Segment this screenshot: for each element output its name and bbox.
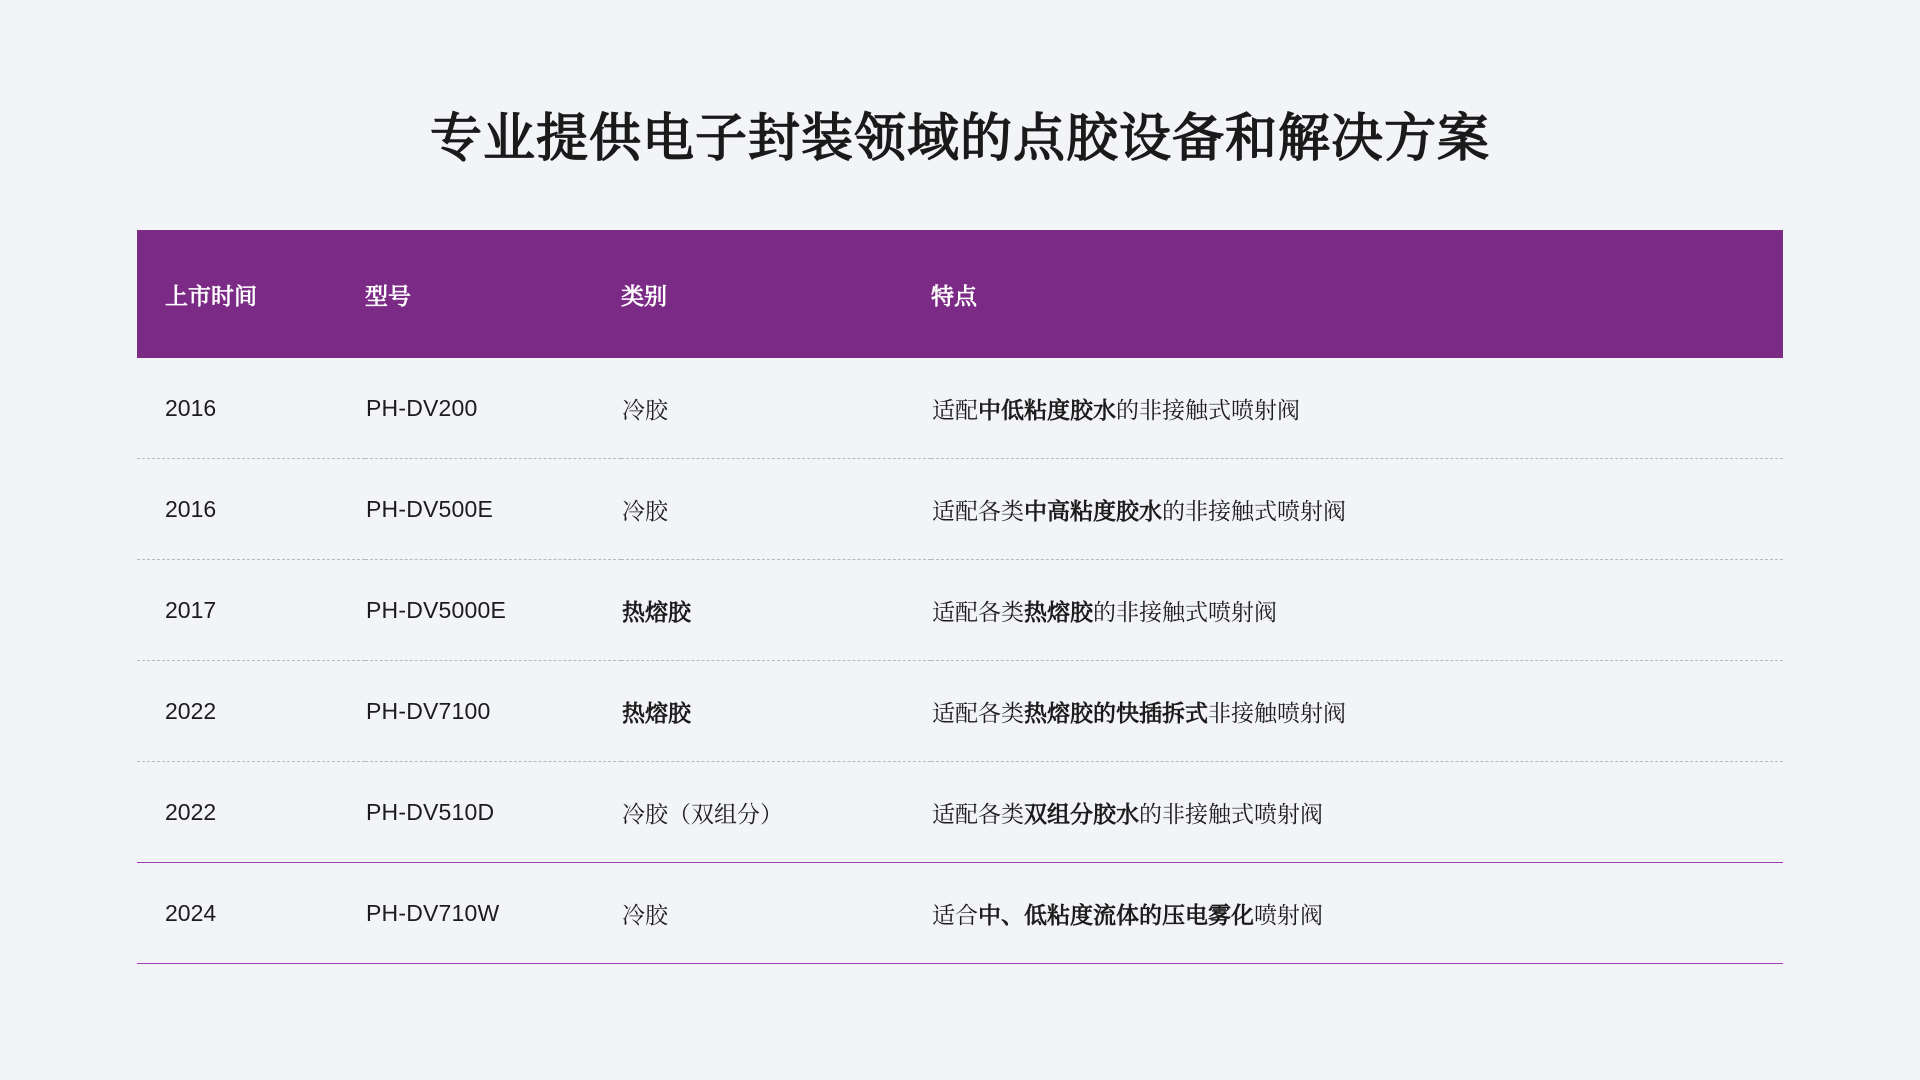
table-row (137, 358, 1783, 459)
table-row (137, 459, 1783, 560)
cell-date: 2017 (137, 560, 365, 661)
table-row (137, 863, 1783, 964)
cell-type: 冷胶（双组分） (621, 762, 931, 863)
cell-type: 冷胶 (621, 459, 931, 560)
cell-model: PH-DV200 (365, 358, 621, 459)
cell-model: PH-DV500E (365, 459, 621, 560)
cell-type: 热熔胶 (621, 560, 931, 661)
cell-feature: 适配中低粘度胶水的非接触式喷射阀 (931, 358, 1783, 459)
cell-feature: 适配各类热熔胶的快插拆式非接触喷射阀 (931, 661, 1783, 762)
table-header (137, 230, 1783, 358)
cell-date: 2024 (137, 863, 365, 964)
cell-type: 冷胶 (621, 358, 931, 459)
cell-feature: 适配各类中高粘度胶水的非接触式喷射阀 (931, 459, 1783, 560)
cell-feature: 适配各类双组分胶水的非接触式喷射阀 (931, 762, 1783, 863)
cell-type: 冷胶 (621, 863, 931, 964)
product-table (137, 230, 1783, 964)
cell-type: 热熔胶 (621, 661, 931, 762)
column-header-type: 类别 (621, 230, 931, 358)
cell-date: 2022 (137, 762, 365, 863)
page-title: 专业提供电子封装领域的点胶设备和解决方案 (429, 110, 1490, 168)
table-header-row (137, 230, 1783, 358)
cell-feature: 适合中、低粘度流体的压电雾化喷射阀 (931, 863, 1783, 964)
table-row (137, 762, 1783, 863)
table-body (137, 358, 1783, 964)
cell-feature: 适配各类热熔胶的非接触式喷射阀 (931, 560, 1783, 661)
cell-model: PH-DV710W (365, 863, 621, 964)
cell-date: 2016 (137, 459, 365, 560)
column-header-model: 型号 (365, 230, 621, 358)
table-row (137, 661, 1783, 762)
product-table-container (137, 230, 1783, 964)
column-header-feature: 特点 (931, 230, 1783, 358)
column-header-date: 上市时间 (137, 230, 365, 358)
table-row (137, 560, 1783, 661)
cell-model: PH-DV510D (365, 762, 621, 863)
cell-date: 2022 (137, 661, 365, 762)
cell-model: PH-DV7100 (365, 661, 621, 762)
cell-model: PH-DV5000E (365, 560, 621, 661)
cell-date: 2016 (137, 358, 365, 459)
